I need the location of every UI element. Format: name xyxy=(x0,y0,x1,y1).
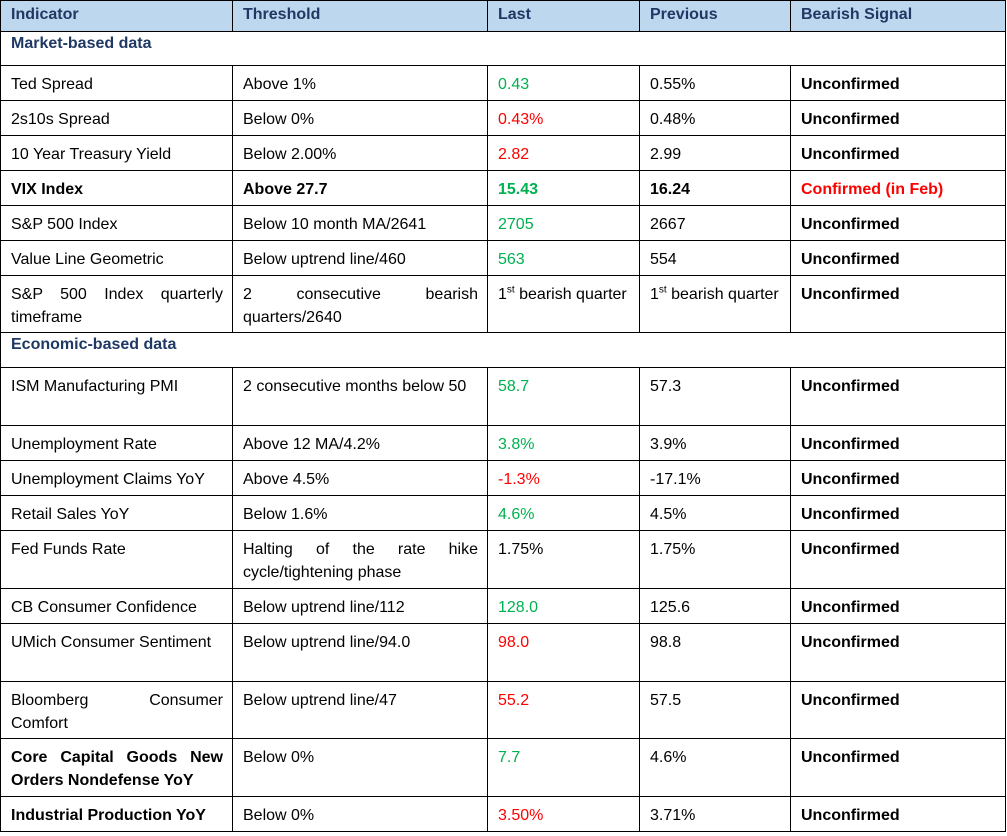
signal-cell: Unconfirmed xyxy=(791,276,1006,333)
table-row xyxy=(1,66,1006,101)
indicator-cell: 2s10s Spread xyxy=(1,101,233,136)
last-cell: 563 xyxy=(488,241,640,276)
threshold-cell: Below uptrend line/460 xyxy=(233,241,488,276)
signal-cell: Unconfirmed xyxy=(791,101,1006,136)
table-row xyxy=(1,624,1006,682)
signal-cell: Unconfirmed xyxy=(791,368,1006,426)
threshold-cell: Below uptrend line/47 xyxy=(233,682,488,739)
indicator-cell: UMich Consumer Sentiment xyxy=(1,624,233,682)
last-text: bearish quarter xyxy=(514,286,627,303)
last-cell xyxy=(488,276,640,333)
table-row xyxy=(1,101,1006,136)
signal-cell: Unconfirmed xyxy=(791,589,1006,624)
indicator-cell: Retail Sales YoY xyxy=(1,496,233,531)
previous-cell: 4.6% xyxy=(640,739,791,797)
header-last: Last xyxy=(488,1,640,32)
signal-cell: Unconfirmed xyxy=(791,797,1006,832)
signal-cell: Unconfirmed xyxy=(791,682,1006,739)
table-row xyxy=(1,461,1006,496)
indicator-cell: Fed Funds Rate xyxy=(1,531,233,589)
indicator-cell: Unemployment Rate xyxy=(1,426,233,461)
last-cell: 98.0 xyxy=(488,624,640,682)
previous-cell: 3.71% xyxy=(640,797,791,832)
last-cell: -1.3% xyxy=(488,461,640,496)
signal-cell: Unconfirmed xyxy=(791,461,1006,496)
table-row xyxy=(1,426,1006,461)
signal-cell: Unconfirmed xyxy=(791,624,1006,682)
indicator-cell: 10 Year Treasury Yield xyxy=(1,136,233,171)
threshold-cell: 2 consecutive bearish quarters/2640 xyxy=(233,276,488,333)
signal-cell: Unconfirmed xyxy=(791,66,1006,101)
signal-cell: Unconfirmed xyxy=(791,531,1006,589)
previous-ordinal: 1 xyxy=(650,286,659,303)
previous-cell: -17.1% xyxy=(640,461,791,496)
previous-cell: 98.8 xyxy=(640,624,791,682)
table-row xyxy=(1,276,1006,333)
last-cell: 1.75% xyxy=(488,531,640,589)
indicator-cell: Unemployment Claims YoY xyxy=(1,461,233,496)
table-row xyxy=(1,797,1006,832)
section-label-market: Market-based data xyxy=(1,32,1006,66)
section-label-economic: Economic-based data xyxy=(1,333,1006,368)
threshold-cell: Above 4.5% xyxy=(233,461,488,496)
table-row xyxy=(1,206,1006,241)
header-indicator: Indicator xyxy=(1,1,233,32)
threshold-cell: Above 27.7 xyxy=(233,171,488,206)
table-row xyxy=(1,589,1006,624)
table-row xyxy=(1,496,1006,531)
last-cell: 7.7 xyxy=(488,739,640,797)
previous-cell: 3.9% xyxy=(640,426,791,461)
threshold-cell: Above 1% xyxy=(233,66,488,101)
section-row-market xyxy=(1,32,1006,66)
table-row xyxy=(1,171,1006,206)
table-row xyxy=(1,241,1006,276)
previous-cell: 57.5 xyxy=(640,682,791,739)
threshold-cell: Below 10 month MA/2641 xyxy=(233,206,488,241)
table-row xyxy=(1,682,1006,739)
table-row xyxy=(1,368,1006,426)
previous-cell: 2667 xyxy=(640,206,791,241)
last-cell: 3.50% xyxy=(488,797,640,832)
threshold-cell: Halting of the rate hike cycle/tightening phase xyxy=(233,531,488,589)
previous-cell: 57.3 xyxy=(640,368,791,426)
last-ordinal: 1 xyxy=(498,286,507,303)
table-row xyxy=(1,136,1006,171)
previous-cell xyxy=(640,276,791,333)
last-cell: 0.43 xyxy=(488,66,640,101)
section-row-economic xyxy=(1,333,1006,368)
threshold-cell: Below uptrend line/94.0 xyxy=(233,624,488,682)
previous-ordinal-suffix: st xyxy=(658,284,667,296)
table-row xyxy=(1,531,1006,589)
signal-cell: Unconfirmed xyxy=(791,739,1006,797)
indicator-cell: Core Capital Goods New Orders Nondefense YoY xyxy=(1,739,233,797)
last-cell: 55.2 xyxy=(488,682,640,739)
last-cell: 15.43 xyxy=(488,171,640,206)
signal-cell: Unconfirmed xyxy=(791,496,1006,531)
last-cell: 128.0 xyxy=(488,589,640,624)
last-cell: 2705 xyxy=(488,206,640,241)
threshold-cell: Below 2.00% xyxy=(233,136,488,171)
threshold-cell: Above 12 MA/4.2% xyxy=(233,426,488,461)
header-bearish-signal: Bearish Signal xyxy=(791,1,1006,32)
last-cell: 2.82 xyxy=(488,136,640,171)
previous-cell: 4.5% xyxy=(640,496,791,531)
signal-cell: Confirmed (in Feb) xyxy=(791,171,1006,206)
threshold-cell: 2 consecutive months below 50 xyxy=(233,368,488,426)
previous-cell: 0.48% xyxy=(640,101,791,136)
signal-cell: Unconfirmed xyxy=(791,136,1006,171)
previous-cell: 125.6 xyxy=(640,589,791,624)
table-row xyxy=(1,739,1006,797)
header-row xyxy=(1,1,1006,32)
indicator-cell: VIX Index xyxy=(1,171,233,206)
last-cell: 4.6% xyxy=(488,496,640,531)
previous-cell: 16.24 xyxy=(640,171,791,206)
threshold-cell: Below 0% xyxy=(233,101,488,136)
previous-cell: 0.55% xyxy=(640,66,791,101)
header-previous: Previous xyxy=(640,1,791,32)
threshold-cell: Below uptrend line/112 xyxy=(233,589,488,624)
last-cell: 58.7 xyxy=(488,368,640,426)
signal-cell: Unconfirmed xyxy=(791,206,1006,241)
previous-cell: 1.75% xyxy=(640,531,791,589)
previous-cell: 554 xyxy=(640,241,791,276)
last-ordinal-suffix: st xyxy=(506,284,515,296)
previous-cell: 2.99 xyxy=(640,136,791,171)
indicator-cell: ISM Manufacturing PMI xyxy=(1,368,233,426)
header-threshold: Threshold xyxy=(233,1,488,32)
previous-text: bearish quarter xyxy=(666,286,779,303)
threshold-cell: Below 0% xyxy=(233,797,488,832)
indicator-cell: Industrial Production YoY xyxy=(1,797,233,832)
indicator-cell: S&P 500 Index quarterly timeframe xyxy=(1,276,233,333)
indicator-cell: Ted Spread xyxy=(1,66,233,101)
threshold-cell: Below 1.6% xyxy=(233,496,488,531)
signal-cell: Unconfirmed xyxy=(791,241,1006,276)
last-cell: 0.43% xyxy=(488,101,640,136)
indicator-cell: Value Line Geometric xyxy=(1,241,233,276)
indicator-cell: CB Consumer Confidence xyxy=(1,589,233,624)
last-cell: 3.8% xyxy=(488,426,640,461)
signal-cell: Unconfirmed xyxy=(791,426,1006,461)
indicator-cell: S&P 500 Index xyxy=(1,206,233,241)
indicator-cell: Bloomberg Consumer Comfort xyxy=(1,682,233,739)
threshold-cell: Below 0% xyxy=(233,739,488,797)
